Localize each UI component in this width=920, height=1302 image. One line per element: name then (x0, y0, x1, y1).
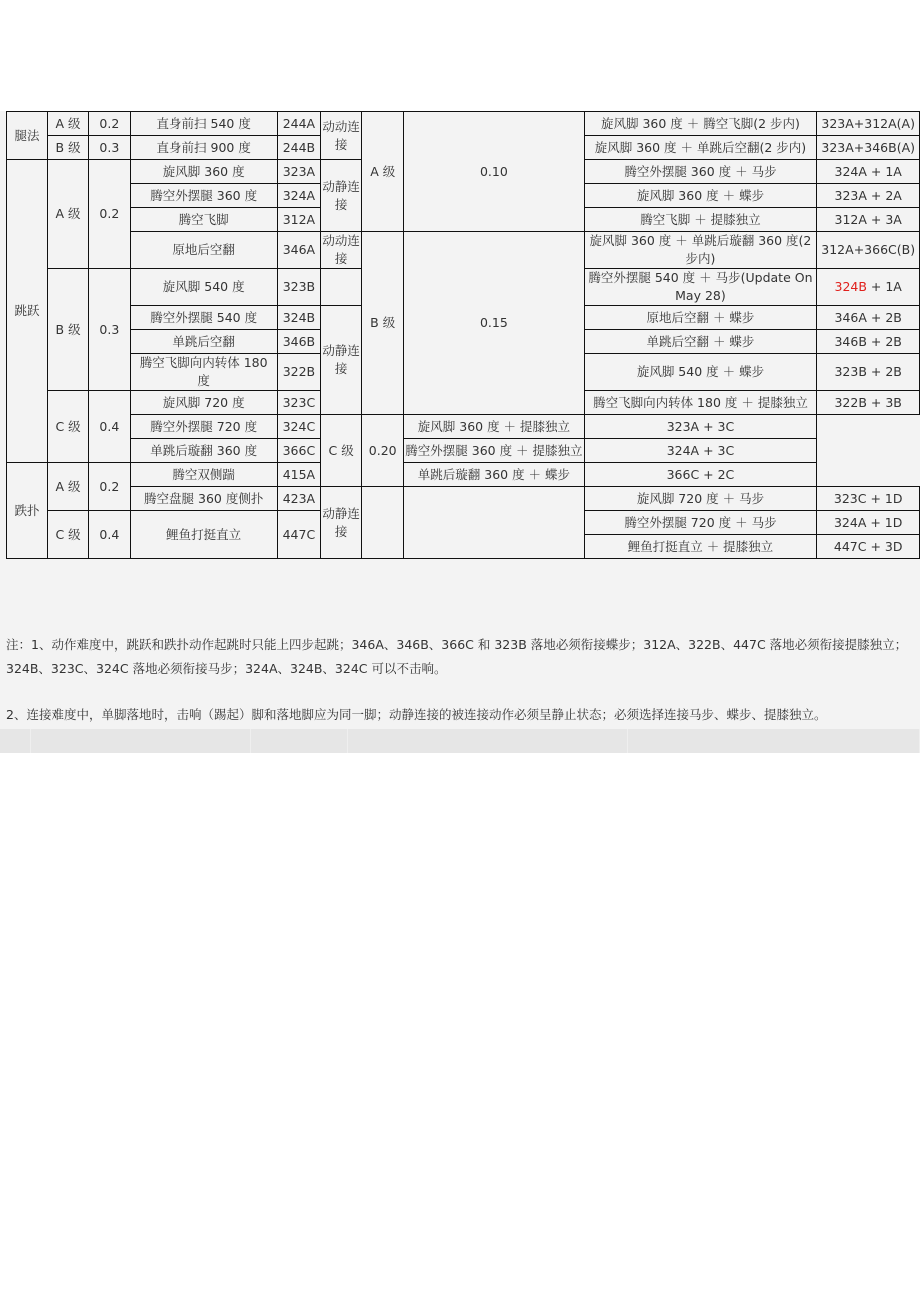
move-code-cell: 244A (277, 112, 320, 136)
move-name-cell: 腾空飞脚 (130, 208, 277, 232)
combo-cell: 腾空飞脚向内转体 180 度 ＋ 提膝独立 (584, 391, 817, 415)
move-name-cell: 腾空飞脚向内转体 180 度 (130, 354, 277, 391)
move-name-cell: 腾空盘腿 360 度侧扑 (130, 487, 277, 511)
move-code-cell: 323B (277, 269, 320, 306)
connection-value-cell: 0.10 (404, 112, 584, 232)
connection-grade-cell: A 级 (362, 112, 404, 232)
combo-code-cell: 366C + 2C (584, 463, 817, 487)
move-code-cell: 346B (277, 330, 320, 354)
combo-cell: 旋风脚 360 度 ＋ 腾空飞脚(2 步内) (584, 112, 817, 136)
grade-cell: A 级 (48, 463, 89, 511)
move-code-cell: 423A (277, 487, 320, 511)
move-name-cell: 旋风脚 720 度 (130, 391, 277, 415)
move-code-cell: 324C (277, 415, 320, 439)
move-code-cell: 323C (277, 391, 320, 415)
move-code-cell: 366C (277, 439, 320, 463)
combo-cell: 鲤鱼打挺直立 ＋ 提膝独立 (584, 535, 817, 559)
combo-code-cell: 312A+366C(B) (817, 232, 920, 269)
combo-code-cell: 323C + 1D (817, 487, 920, 511)
connection-type-cell: 动动连接 (321, 112, 362, 160)
combo-code-cell: 324A + 3C (584, 439, 817, 463)
combo-cell: 单跳后璇翻 360 度 ＋ 蝶步 (404, 463, 584, 487)
grade-cell: A 级 (48, 112, 89, 136)
combo-code-cell: 323B + 2B (817, 354, 920, 391)
combo-cell: 腾空外摆腿 720 度 ＋ 马步 (584, 511, 817, 535)
footer-segment (251, 729, 348, 753)
combo-code-cell: 323A+312A(A) (817, 112, 920, 136)
combo-code-cell: 323A+346B(A) (817, 136, 920, 160)
footer-segment (0, 729, 31, 753)
move-code-cell: 324A (277, 184, 320, 208)
combo-cell: 腾空外摆腿 360 度 ＋ 马步 (584, 160, 817, 184)
grade-cell: C 级 (48, 391, 89, 463)
move-code-cell: 447C (277, 511, 320, 559)
value-cell: 0.4 (89, 511, 131, 559)
grade-cell: A 级 (48, 160, 89, 269)
category-cell: 跌扑 (7, 463, 48, 559)
combo-code-cell: 324A + 1A (817, 160, 920, 184)
combo-cell: 腾空外摆腿 360 度 ＋ 提膝独立 (404, 439, 584, 463)
notes-section (6, 633, 914, 727)
value-cell: 0.2 (89, 112, 131, 136)
combo-code-cell: 323A + 3C (584, 415, 817, 439)
combo-code-cell: 447C + 3D (817, 535, 920, 559)
grade-cell: B 级 (48, 269, 89, 391)
combo-cell: 旋风脚 360 度 ＋ 提膝独立 (404, 415, 584, 439)
difficulty-table (6, 111, 920, 559)
move-name-cell: 单跳后璇翻 360 度 (130, 439, 277, 463)
move-code-cell: 312A (277, 208, 320, 232)
combo-cell: 腾空外摆腿 540 度 ＋ 马步(Update On May 28) (584, 269, 817, 306)
move-code-cell: 323A (277, 160, 320, 184)
difficulty-table-wrapper (6, 111, 920, 559)
footer-strip (0, 729, 920, 753)
move-code-cell: 244B (277, 136, 320, 160)
combo-code-cell: 346A + 2B (817, 306, 920, 330)
move-name-cell: 腾空外摆腿 720 度 (130, 415, 277, 439)
combo-cell: 旋风脚 540 度 ＋ 蝶步 (584, 354, 817, 391)
value-cell: 0.3 (89, 269, 131, 391)
move-name-cell: 腾空外摆腿 540 度 (130, 306, 277, 330)
move-name-cell: 腾空双侧踹 (130, 463, 277, 487)
connection-type-cell: 动静连接 (321, 160, 362, 232)
connection-type-cell (321, 269, 362, 306)
move-name-cell: 单跳后空翻 (130, 330, 277, 354)
move-code-cell: 346A (277, 232, 320, 269)
move-code-cell: 415A (277, 463, 320, 487)
combo-cell: 腾空飞脚 ＋ 提膝独立 (584, 208, 817, 232)
connection-grade-cell: C 级 (321, 415, 362, 487)
combo-cell: 单跳后空翻 ＋ 蝶步 (584, 330, 817, 354)
move-code-cell: 322B (277, 354, 320, 391)
combo-cell: 旋风脚 360 度 ＋ 单跳后璇翻 360 度(2 步内) (584, 232, 817, 269)
connection-grade-cell (362, 487, 404, 559)
connection-value-cell (404, 487, 584, 559)
footer-segment (628, 729, 920, 753)
move-name-cell: 直身前扫 540 度 (130, 112, 277, 136)
combo-cell: 旋风脚 360 度 ＋ 蝶步 (584, 184, 817, 208)
category-cell: 跳跃 (7, 160, 48, 463)
note-paragraph-2: 2、连接难度中，单脚落地时，击响（踢起）脚和落地脚应为同一脚；动静连接的被连接动作必须呈静止状态；必须选择连接马步、蝶步、提膝独立。 (6, 707, 827, 722)
table-row (7, 463, 920, 487)
table-row (7, 112, 920, 136)
code-suffix: + 1A (866, 279, 902, 294)
table-row (7, 487, 920, 511)
value-cell: 0.2 (89, 463, 131, 511)
combo-code-cell: 323A + 2A (817, 184, 920, 208)
connection-grade-cell: B 级 (362, 232, 404, 415)
footer-segment (348, 729, 628, 753)
highlighted-code: 324B (834, 279, 867, 294)
combo-cell: 旋风脚 720 度 ＋ 马步 (584, 487, 817, 511)
move-name-cell: 旋风脚 360 度 (130, 160, 277, 184)
grade-cell: B 级 (48, 136, 89, 160)
combo-cell: 原地后空翻 ＋ 蝶步 (584, 306, 817, 330)
connection-type-cell: 动动连接 (321, 232, 362, 269)
value-cell: 0.3 (89, 136, 131, 160)
combo-code-cell: 346B + 2B (817, 330, 920, 354)
move-name-cell: 旋风脚 540 度 (130, 269, 277, 306)
table-row (7, 415, 920, 439)
move-name-cell: 腾空外摆腿 360 度 (130, 184, 277, 208)
footer-segment (31, 729, 251, 753)
combo-code-cell: 324A + 1D (817, 511, 920, 535)
connection-value-cell: 0.20 (362, 415, 404, 487)
grade-cell: C 级 (48, 511, 89, 559)
note-paragraph-1: 注：1、动作难度中，跳跃和跌扑动作起跳时只能上四步起跳；346A、346B、366C 和 323B 落地必须衔接蝶步；312A、322B、447C 落地必须衔接提膝独立；324B、323C、324C 落地必须衔接马步；324A、324B、324C 可以不击响。 (6, 637, 908, 676)
combo-cell: 旋风脚 360 度 ＋ 单跳后空翻(2 步内) (584, 136, 817, 160)
move-name-cell: 鲤鱼打挺直立 (130, 511, 277, 559)
connection-type-cell: 动静连接 (321, 487, 362, 559)
combo-code-cell (817, 269, 920, 306)
move-name-cell: 原地后空翻 (130, 232, 277, 269)
move-code-cell: 324B (277, 306, 320, 330)
table-row (7, 439, 920, 463)
connection-value-cell: 0.15 (404, 232, 584, 415)
document-area (0, 111, 920, 729)
value-cell: 0.4 (89, 391, 131, 463)
combo-code-cell: 322B + 3B (817, 391, 920, 415)
combo-code-cell: 312A + 3A (817, 208, 920, 232)
connection-type-cell: 动静连接 (321, 306, 362, 415)
move-name-cell: 直身前扫 900 度 (130, 136, 277, 160)
value-cell: 0.2 (89, 160, 131, 269)
category-cell: 腿法 (7, 112, 48, 160)
